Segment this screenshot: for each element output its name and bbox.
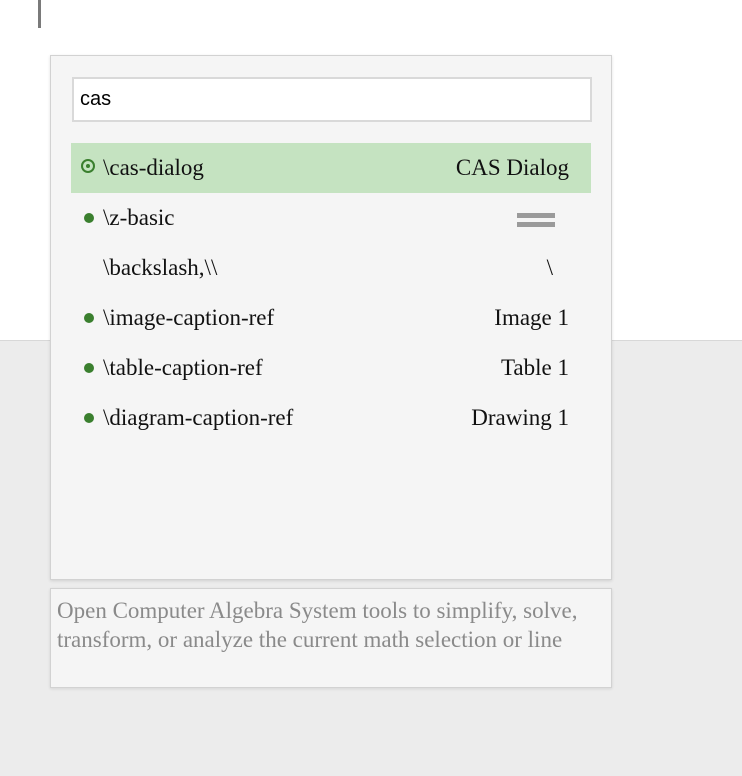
command-name: \table-caption-ref [103, 355, 263, 380]
command-description-text: Open Computer Algebra System tools to simplify, solve, transform, or analyze the current math selection or line [57, 598, 578, 652]
command-preview: CAS Dialog [455, 155, 569, 180]
command-name: \z-basic [103, 205, 175, 230]
command-item-diagram-caption-ref[interactable] [71, 393, 591, 443]
command-name: \diagram-caption-ref [103, 405, 294, 430]
bullet-icon [84, 213, 94, 223]
command-list [71, 143, 591, 443]
command-name: \backslash,\\ [103, 255, 218, 280]
bullet-icon [84, 363, 94, 373]
command-name: \cas-dialog [103, 155, 204, 180]
equivalence-icon [517, 213, 555, 229]
command-preview: \ [546, 255, 553, 280]
command-item-backslash[interactable] [71, 243, 591, 293]
command-item-z-basic[interactable] [71, 193, 591, 243]
command-item-table-caption-ref[interactable] [71, 343, 591, 393]
radio-selected-icon [81, 159, 95, 173]
command-completion-popup [50, 55, 612, 580]
command-item-image-caption-ref[interactable] [71, 293, 591, 343]
command-name: \image-caption-ref [103, 305, 275, 330]
command-preview: Table 1 [500, 355, 569, 380]
command-description-panel [50, 588, 612, 688]
bullet-icon [84, 313, 94, 323]
command-search-input[interactable] [72, 77, 592, 122]
bullet-icon [84, 413, 94, 423]
text-caret [38, 0, 41, 28]
command-item-cas-dialog[interactable] [71, 143, 591, 193]
command-preview: Image 1 [494, 305, 569, 330]
command-preview: Drawing 1 [471, 405, 569, 430]
